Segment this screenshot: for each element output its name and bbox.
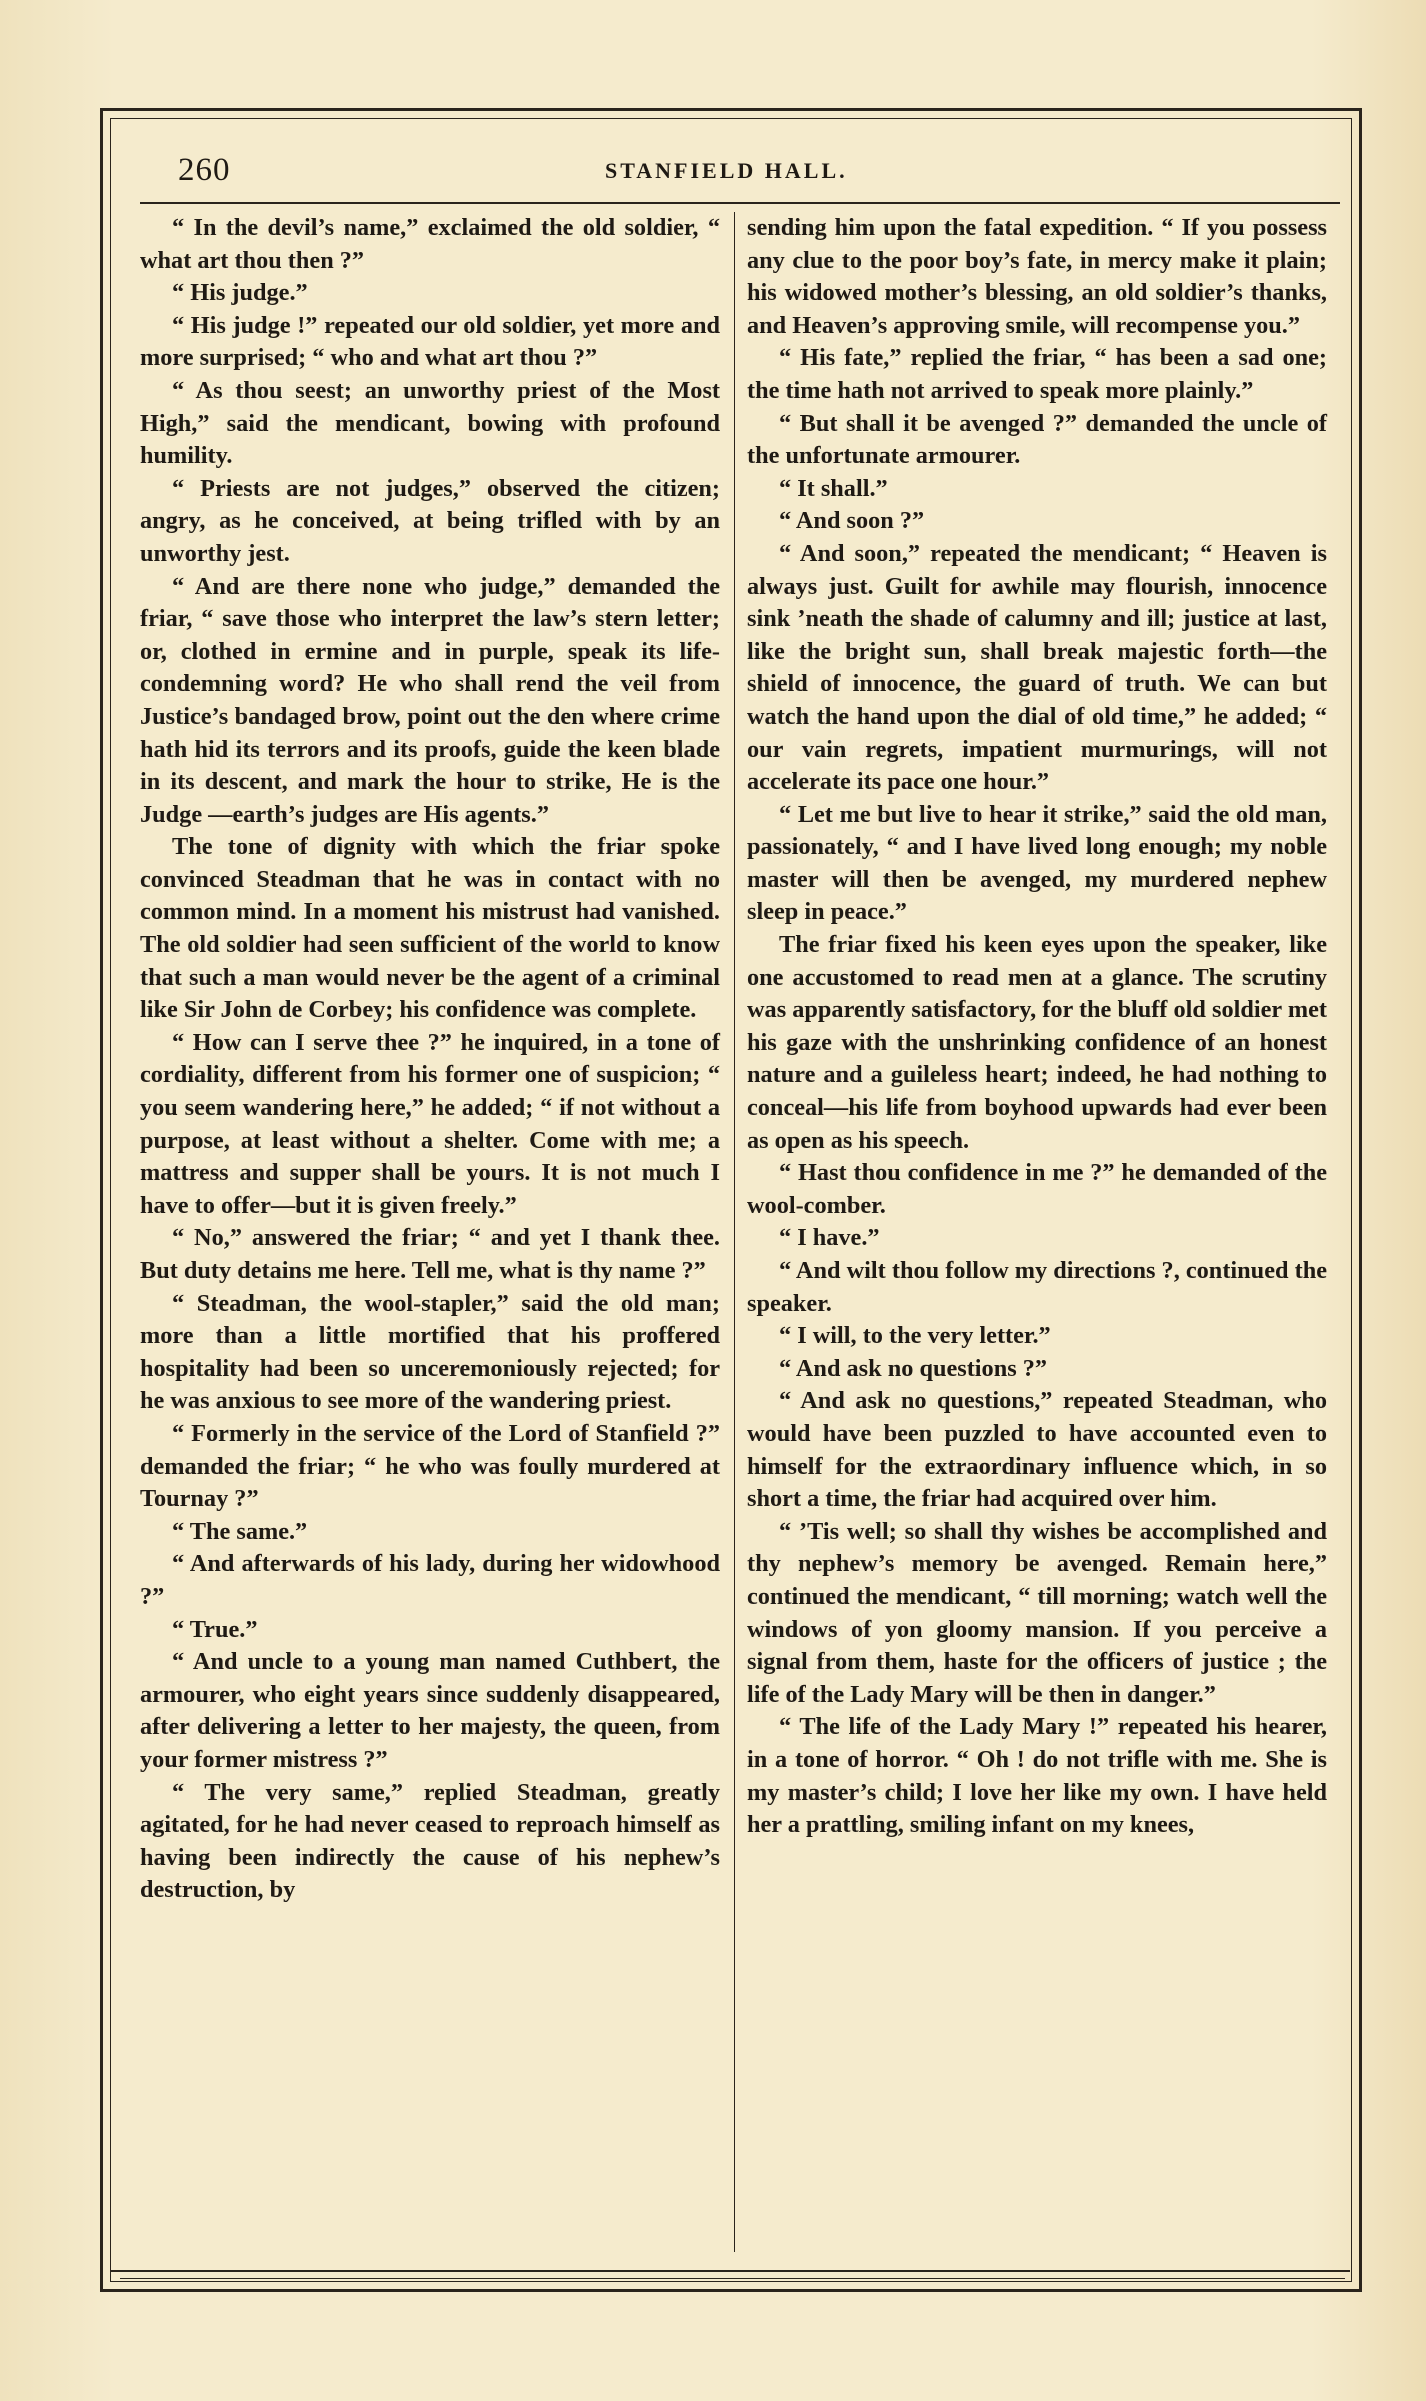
- paragraph: “ And uncle to a young man named Cuthbert, the armourer, who eight years since suddenly disappeared, after delivering a letter to her majesty, the queen, from your former mistress ?”: [140, 1648, 720, 1773]
- paragraph: “ No,” answered the friar; “ and yet I thank thee. But duty detains me here. Tell me, what is thy name ?”: [140, 1224, 720, 1284]
- paragraph: “ The life of the Lady Mary !” repeated his hearer, in a tone of horror. “ Oh ! do not trifle with me. She is my master’s child; I love her like my own. I have held her a prattling, smiling infant on my knees,: [747, 1713, 1327, 1839]
- paragraph: “ Let me but live to hear it strike,” said the old man, passionately, “ and I have lived long enough; my noble master will then be avenged, my murdered nephew sleep in peace.”: [747, 800, 1327, 926]
- left-column: [140, 212, 720, 1907]
- header-rule: [140, 202, 1340, 204]
- paragraph: “ Formerly in the service of the Lord of Stanfield ?” demanded the friar; “ he who was foully murdered at Tournay ?”: [140, 1419, 720, 1513]
- paragraph-continuation: sending him upon the fatal expedition. “ If you possess any clue to the poor boy’s fate, in mercy make it plain; his widowed mother’s blessing, an old soldier’s thanks, and Heaven’s approving smile, will recompense you.”: [747, 214, 1327, 339]
- paragraph: “ It shall.”: [779, 474, 888, 502]
- right-column: [747, 212, 1327, 1842]
- paragraph: “ Steadman, the wool-stapler,” said the old man; more than a little mortified that his proffered hospitality had been so unceremoniously rejected; for he was anxious to see more of the wandering priest.: [140, 1289, 720, 1415]
- paragraph: “ And ask no questions ?”: [779, 1354, 1048, 1382]
- paragraph: The friar fixed his keen eyes upon the speaker, like one accustomed to read men at a glance. The scrutiny was apparently satisfactory, for the bluff old soldier met his gaze with the unshrinking confidence of an honest nature and a guileless heart; indeed, he had nothing to conceal—his life from boyhood upwards had ever been as open as his speech.: [747, 931, 1327, 1154]
- running-head: STANFIELD HALL.: [605, 158, 848, 183]
- paragraph: “ But shall it be avenged ?” demanded the uncle of the unfortunate armourer.: [747, 409, 1327, 470]
- footer-rule-thin: [120, 2278, 1345, 2279]
- paragraph: The tone of dignity with which the friar spoke convinced Steadman that he was in contact with no common mind. In a moment his mistrust had vanished. The old soldier had seen sufficient of the world to know that such a man would never be the agent of a criminal like Sir John de Corbey; his confidence was complete.: [140, 833, 720, 1024]
- paragraph: “ His fate,” replied the friar, “ has been a sad one; the time hath not arrived to speak more plainly.”: [747, 344, 1327, 404]
- paragraph: “ In the devil’s name,” exclaimed the old soldier, “ what art thou then ?”: [140, 214, 720, 274]
- paragraph: “ And are there none who judge,” demanded the friar, “ save those who interpret the law’s stern letter; or, clothed in ermine and in purple, speak its life-condemning word? He who shall rend the veil from Justice’s bandaged brow, point out the den where crime hath hid its terrors and its proofs, guide the keen blade in its descent, and mark the hour to strike, He is the Judge —earth’s judges are His agents.”: [140, 572, 720, 828]
- paragraph: “ As thou seest; an unworthy priest of the Most High,” said the mendicant, bowing with profound humility.: [140, 376, 720, 470]
- paragraph: “ And soon ?”: [779, 507, 925, 535]
- paragraph: “ And ask no questions,” repeated Steadman, who would have been puzzled to have accounted even to himself for the extraordinary influence which, in so short a time, the friar had acquired over him.: [747, 1387, 1327, 1513]
- paragraph: “ How can I serve thee ?” he inquired, in a tone of cordiality, different from his former one of suspicion; “ you seem wandering here,” he added; “ if not without a purpose, at least without a shelter. Come with me; a mattress and supper shall be yours. It is not much I have to offer—but it is given freely.”: [140, 1028, 720, 1219]
- paragraph: “ True.”: [172, 1615, 258, 1643]
- paragraph: “ His judge !” repeated our old soldier, yet more and more surprised; “ who and what art thou ?”: [140, 311, 720, 372]
- footer-rule: [110, 2270, 1350, 2272]
- paragraph: “ I will, to the very letter.”: [779, 1322, 1051, 1350]
- paragraph: “ ’Tis well; so shall thy wishes be accomplished and thy nephew’s memory be avenged. Remain here,” continued the mendicant, “ till morning; watch well the windows of yon gloomy mansion. If you perceive a signal from them, haste for the officers of justice ; the life of the Lady Mary will be then in danger.”: [747, 1517, 1327, 1708]
- paragraph: “ Priests are not judges,” observed the citizen; angry, as he conceived, at being trifled with by an unworthy jest.: [140, 474, 720, 567]
- paragraph: “ The very same,” replied Steadman, greatly agitated, for he had never ceased to reproach himself as having been indirectly the cause of his nephew’s destruction, by: [140, 1778, 720, 1904]
- paragraph: “ The same.”: [172, 1517, 308, 1545]
- column-divider: [734, 212, 735, 2252]
- page-header: [170, 148, 1350, 198]
- paragraph: “ And wilt thou follow my directions ?, continued the speaker.: [747, 1257, 1327, 1317]
- paragraph: “ His judge.”: [172, 279, 308, 307]
- paragraph: “ I have.”: [779, 1224, 880, 1252]
- paragraph: “ Hast thou confidence in me ?” he demanded of the wool-comber.: [747, 1159, 1327, 1219]
- paragraph: “ And afterwards of his lady, during her widowhood ?”: [140, 1550, 720, 1610]
- paragraph: “ And soon,” repeated the mendicant; “ Heaven is always just. Guilt for awhile may flourish, innocence sink ’neath the shade of calumny and ill; justice at last, like the bright sun, shall break majestic forth—the shield of innocence, the guard of truth. We can but watch the hand upon the dial of old time,” he added; “ our vain regrets, impatient murmurings, will not accelerate its pace one hour.”: [747, 539, 1327, 796]
- page-number: 260: [178, 152, 231, 188]
